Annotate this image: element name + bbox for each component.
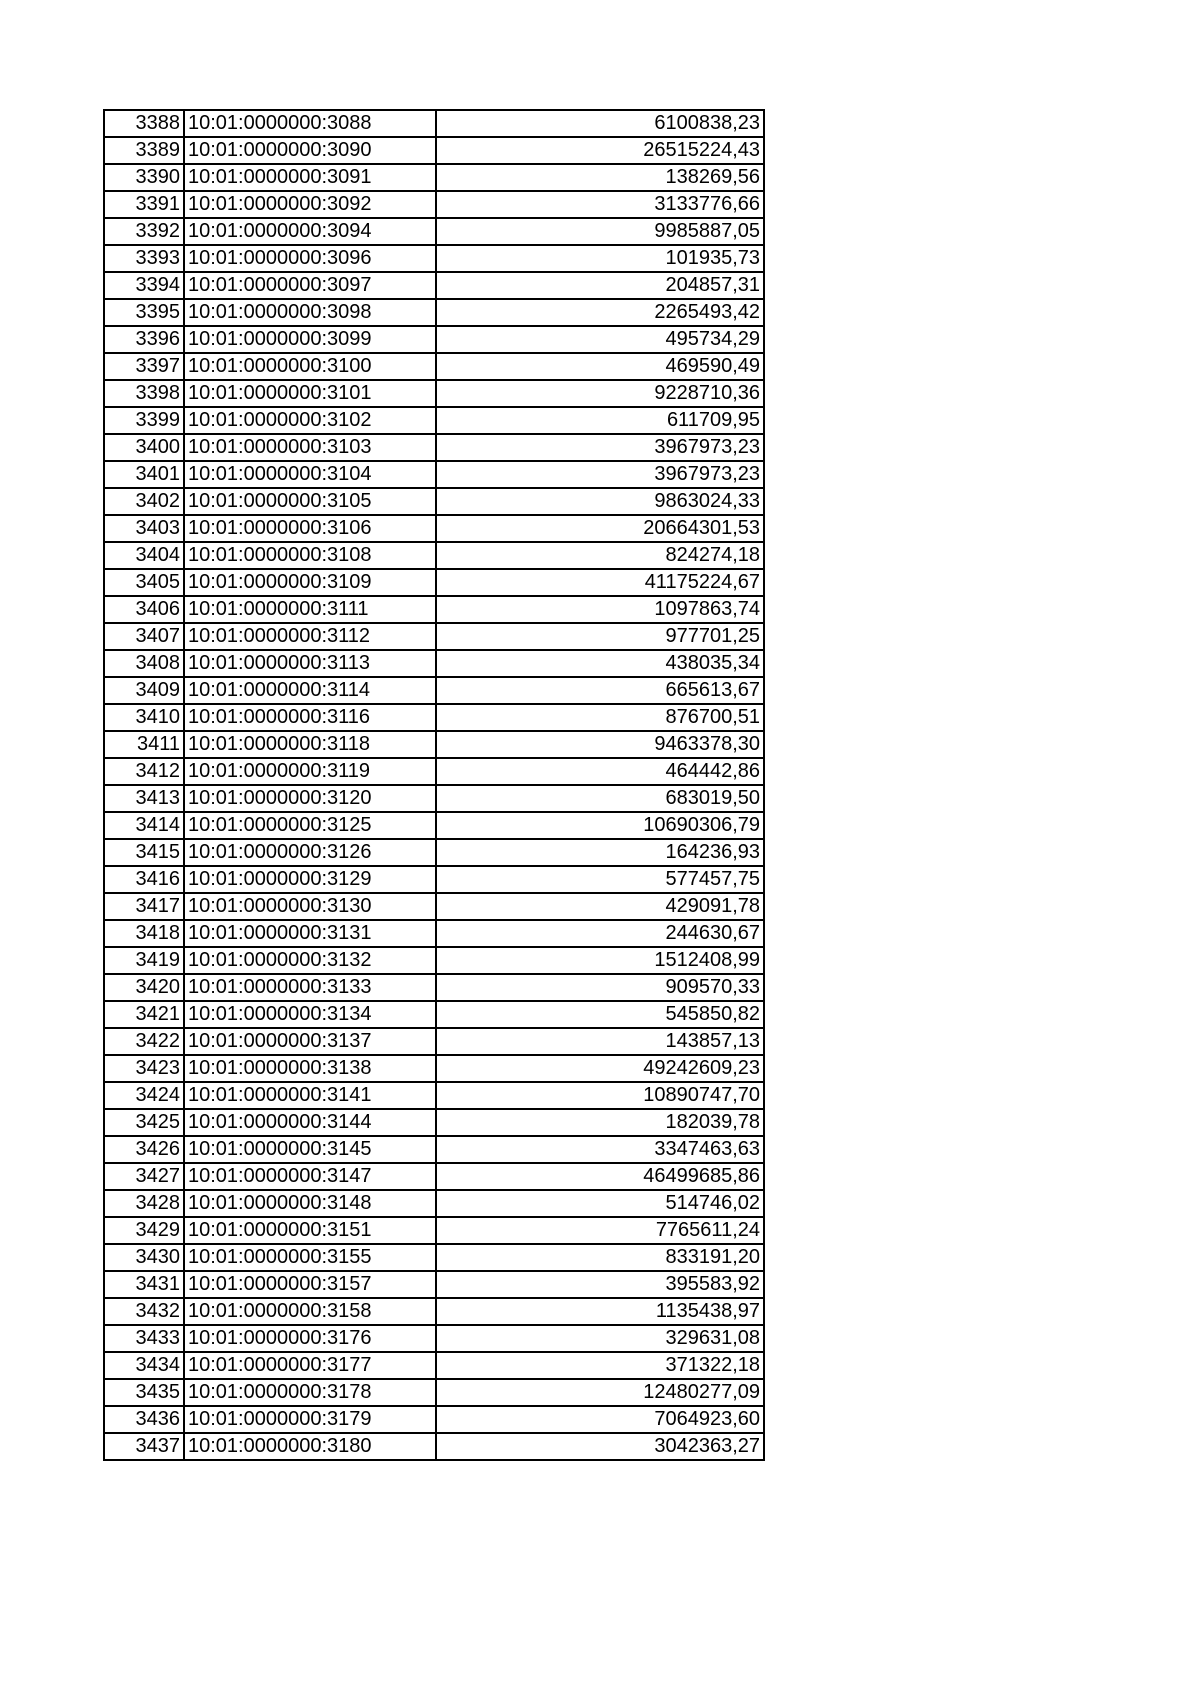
cadastral-number-cell: 10:01:0000000:3147 <box>184 1163 436 1190</box>
value-cell: 395583,92 <box>436 1271 764 1298</box>
row-number-cell: 3402 <box>104 488 184 515</box>
cadastral-number-cell: 10:01:0000000:3098 <box>184 299 436 326</box>
row-number-cell: 3414 <box>104 812 184 839</box>
cadastral-number-cell: 10:01:0000000:3133 <box>184 974 436 1001</box>
table-row <box>104 947 764 974</box>
value-cell: 1512408,99 <box>436 947 764 974</box>
table-row <box>104 569 764 596</box>
cadastral-value-table <box>103 109 765 1461</box>
cadastral-number-cell: 10:01:0000000:3105 <box>184 488 436 515</box>
value-cell: 577457,75 <box>436 866 764 893</box>
row-number-cell: 3389 <box>104 137 184 164</box>
cadastral-number-cell: 10:01:0000000:3096 <box>184 245 436 272</box>
table-row <box>104 623 764 650</box>
table-row <box>104 110 764 137</box>
table-row <box>104 1406 764 1433</box>
value-cell: 10690306,79 <box>436 812 764 839</box>
table-row <box>104 866 764 893</box>
cadastral-number-cell: 10:01:0000000:3145 <box>184 1136 436 1163</box>
cadastral-number-cell: 10:01:0000000:3180 <box>184 1433 436 1460</box>
cadastral-number-cell: 10:01:0000000:3099 <box>184 326 436 353</box>
table-row <box>104 1190 764 1217</box>
cadastral-number-cell: 10:01:0000000:3100 <box>184 353 436 380</box>
row-number-cell: 3433 <box>104 1325 184 1352</box>
table-row <box>104 1298 764 1325</box>
value-cell: 665613,67 <box>436 677 764 704</box>
row-number-cell: 3432 <box>104 1298 184 1325</box>
value-cell: 833191,20 <box>436 1244 764 1271</box>
value-cell: 49242609,23 <box>436 1055 764 1082</box>
table-row <box>104 326 764 353</box>
cadastral-number-cell: 10:01:0000000:3126 <box>184 839 436 866</box>
value-cell: 26515224,43 <box>436 137 764 164</box>
table-row <box>104 218 764 245</box>
value-cell: 244630,67 <box>436 920 764 947</box>
value-cell: 143857,13 <box>436 1028 764 1055</box>
value-cell: 7064923,60 <box>436 1406 764 1433</box>
cadastral-number-cell: 10:01:0000000:3178 <box>184 1379 436 1406</box>
table-row <box>104 245 764 272</box>
row-number-cell: 3428 <box>104 1190 184 1217</box>
table-row <box>104 893 764 920</box>
cadastral-number-cell: 10:01:0000000:3119 <box>184 758 436 785</box>
cadastral-number-cell: 10:01:0000000:3132 <box>184 947 436 974</box>
cadastral-number-cell: 10:01:0000000:3108 <box>184 542 436 569</box>
row-number-cell: 3403 <box>104 515 184 542</box>
cadastral-number-cell: 10:01:0000000:3109 <box>184 569 436 596</box>
value-cell: 438035,34 <box>436 650 764 677</box>
cadastral-number-cell: 10:01:0000000:3151 <box>184 1217 436 1244</box>
row-number-cell: 3400 <box>104 434 184 461</box>
row-number-cell: 3390 <box>104 164 184 191</box>
table-row <box>104 1217 764 1244</box>
table-row <box>104 1379 764 1406</box>
cadastral-number-cell: 10:01:0000000:3106 <box>184 515 436 542</box>
row-number-cell: 3412 <box>104 758 184 785</box>
value-cell: 41175224,67 <box>436 569 764 596</box>
cadastral-number-cell: 10:01:0000000:3176 <box>184 1325 436 1352</box>
row-number-cell: 3424 <box>104 1082 184 1109</box>
value-cell: 10890747,70 <box>436 1082 764 1109</box>
value-cell: 495734,29 <box>436 326 764 353</box>
value-cell: 429091,78 <box>436 893 764 920</box>
table-row <box>104 1244 764 1271</box>
table-row <box>104 1163 764 1190</box>
cadastral-number-cell: 10:01:0000000:3138 <box>184 1055 436 1082</box>
row-number-cell: 3430 <box>104 1244 184 1271</box>
value-cell: 9463378,30 <box>436 731 764 758</box>
cadastral-number-cell: 10:01:0000000:3141 <box>184 1082 436 1109</box>
cadastral-number-cell: 10:01:0000000:3148 <box>184 1190 436 1217</box>
row-number-cell: 3410 <box>104 704 184 731</box>
table-body <box>104 110 764 1460</box>
value-cell: 101935,73 <box>436 245 764 272</box>
table-row <box>104 353 764 380</box>
table-row <box>104 1136 764 1163</box>
table-row <box>104 488 764 515</box>
row-number-cell: 3437 <box>104 1433 184 1460</box>
cadastral-number-cell: 10:01:0000000:3094 <box>184 218 436 245</box>
value-cell: 3967973,23 <box>436 461 764 488</box>
row-number-cell: 3425 <box>104 1109 184 1136</box>
cadastral-number-cell: 10:01:0000000:3112 <box>184 623 436 650</box>
row-number-cell: 3388 <box>104 110 184 137</box>
value-cell: 977701,25 <box>436 623 764 650</box>
row-number-cell: 3397 <box>104 353 184 380</box>
cadastral-number-cell: 10:01:0000000:3114 <box>184 677 436 704</box>
row-number-cell: 3408 <box>104 650 184 677</box>
value-cell: 164236,93 <box>436 839 764 866</box>
value-cell: 611709,95 <box>436 407 764 434</box>
table-row <box>104 272 764 299</box>
table-row <box>104 677 764 704</box>
table-row <box>104 1055 764 1082</box>
row-number-cell: 3404 <box>104 542 184 569</box>
table-row <box>104 596 764 623</box>
cadastral-number-cell: 10:01:0000000:3090 <box>184 137 436 164</box>
table-row <box>104 1001 764 1028</box>
row-number-cell: 3423 <box>104 1055 184 1082</box>
row-number-cell: 3426 <box>104 1136 184 1163</box>
row-number-cell: 3398 <box>104 380 184 407</box>
table-row <box>104 1271 764 1298</box>
value-cell: 9863024,33 <box>436 488 764 515</box>
value-cell: 464442,86 <box>436 758 764 785</box>
row-number-cell: 3407 <box>104 623 184 650</box>
row-number-cell: 3427 <box>104 1163 184 1190</box>
value-cell: 3967973,23 <box>436 434 764 461</box>
row-number-cell: 3420 <box>104 974 184 1001</box>
row-number-cell: 3396 <box>104 326 184 353</box>
table-row <box>104 785 764 812</box>
value-cell: 7765611,24 <box>436 1217 764 1244</box>
table-row <box>104 650 764 677</box>
cadastral-number-cell: 10:01:0000000:3113 <box>184 650 436 677</box>
cadastral-number-cell: 10:01:0000000:3144 <box>184 1109 436 1136</box>
table-row <box>104 839 764 866</box>
cadastral-number-cell: 10:01:0000000:3088 <box>184 110 436 137</box>
cadastral-number-cell: 10:01:0000000:3101 <box>184 380 436 407</box>
value-cell: 3347463,63 <box>436 1136 764 1163</box>
table-row <box>104 812 764 839</box>
table-row <box>104 434 764 461</box>
table-row <box>104 299 764 326</box>
row-number-cell: 3391 <box>104 191 184 218</box>
value-cell: 3042363,27 <box>436 1433 764 1460</box>
value-cell: 182039,78 <box>436 1109 764 1136</box>
value-cell: 683019,50 <box>436 785 764 812</box>
value-cell: 3133776,66 <box>436 191 764 218</box>
table-row <box>104 164 764 191</box>
table-row <box>104 461 764 488</box>
cadastral-number-cell: 10:01:0000000:3130 <box>184 893 436 920</box>
value-cell: 1135438,97 <box>436 1298 764 1325</box>
row-number-cell: 3405 <box>104 569 184 596</box>
table-row <box>104 542 764 569</box>
row-number-cell: 3422 <box>104 1028 184 1055</box>
row-number-cell: 3418 <box>104 920 184 947</box>
cadastral-number-cell: 10:01:0000000:3104 <box>184 461 436 488</box>
value-cell: 6100838,23 <box>436 110 764 137</box>
table-row <box>104 1433 764 1460</box>
table-row <box>104 731 764 758</box>
row-number-cell: 3415 <box>104 839 184 866</box>
cadastral-number-cell: 10:01:0000000:3129 <box>184 866 436 893</box>
cadastral-number-cell: 10:01:0000000:3097 <box>184 272 436 299</box>
cadastral-number-cell: 10:01:0000000:3155 <box>184 1244 436 1271</box>
row-number-cell: 3416 <box>104 866 184 893</box>
table-row <box>104 407 764 434</box>
value-cell: 824274,18 <box>436 542 764 569</box>
value-cell: 1097863,74 <box>436 596 764 623</box>
row-number-cell: 3436 <box>104 1406 184 1433</box>
value-cell: 138269,56 <box>436 164 764 191</box>
table-row <box>104 380 764 407</box>
value-cell: 9228710,36 <box>436 380 764 407</box>
value-cell: 2265493,42 <box>436 299 764 326</box>
table-row <box>104 758 764 785</box>
cadastral-number-cell: 10:01:0000000:3091 <box>184 164 436 191</box>
cadastral-number-cell: 10:01:0000000:3131 <box>184 920 436 947</box>
row-number-cell: 3394 <box>104 272 184 299</box>
table-row <box>104 1082 764 1109</box>
table-row <box>104 1352 764 1379</box>
table-row <box>104 920 764 947</box>
value-cell: 909570,33 <box>436 974 764 1001</box>
table-row <box>104 1109 764 1136</box>
cadastral-number-cell: 10:01:0000000:3158 <box>184 1298 436 1325</box>
value-cell: 514746,02 <box>436 1190 764 1217</box>
row-number-cell: 3435 <box>104 1379 184 1406</box>
row-number-cell: 3431 <box>104 1271 184 1298</box>
cadastral-number-cell: 10:01:0000000:3177 <box>184 1352 436 1379</box>
table-row <box>104 191 764 218</box>
value-cell: 876700,51 <box>436 704 764 731</box>
row-number-cell: 3399 <box>104 407 184 434</box>
row-number-cell: 3419 <box>104 947 184 974</box>
value-cell: 371322,18 <box>436 1352 764 1379</box>
cadastral-number-cell: 10:01:0000000:3102 <box>184 407 436 434</box>
table-row <box>104 515 764 542</box>
row-number-cell: 3434 <box>104 1352 184 1379</box>
row-number-cell: 3393 <box>104 245 184 272</box>
table-row <box>104 1028 764 1055</box>
row-number-cell: 3395 <box>104 299 184 326</box>
cadastral-number-cell: 10:01:0000000:3118 <box>184 731 436 758</box>
value-cell: 12480277,09 <box>436 1379 764 1406</box>
cadastral-number-cell: 10:01:0000000:3125 <box>184 812 436 839</box>
value-cell: 20664301,53 <box>436 515 764 542</box>
row-number-cell: 3411 <box>104 731 184 758</box>
cadastral-number-cell: 10:01:0000000:3116 <box>184 704 436 731</box>
cadastral-number-cell: 10:01:0000000:3134 <box>184 1001 436 1028</box>
row-number-cell: 3401 <box>104 461 184 488</box>
value-cell: 46499685,86 <box>436 1163 764 1190</box>
cadastral-number-cell: 10:01:0000000:3157 <box>184 1271 436 1298</box>
value-cell: 9985887,05 <box>436 218 764 245</box>
row-number-cell: 3417 <box>104 893 184 920</box>
row-number-cell: 3429 <box>104 1217 184 1244</box>
value-cell: 204857,31 <box>436 272 764 299</box>
row-number-cell: 3421 <box>104 1001 184 1028</box>
value-cell: 329631,08 <box>436 1325 764 1352</box>
row-number-cell: 3409 <box>104 677 184 704</box>
cadastral-number-cell: 10:01:0000000:3111 <box>184 596 436 623</box>
cadastral-number-cell: 10:01:0000000:3137 <box>184 1028 436 1055</box>
row-number-cell: 3413 <box>104 785 184 812</box>
table-row <box>104 1325 764 1352</box>
cadastral-number-cell: 10:01:0000000:3179 <box>184 1406 436 1433</box>
table-row <box>104 137 764 164</box>
value-cell: 469590,49 <box>436 353 764 380</box>
table-row <box>104 704 764 731</box>
value-cell: 545850,82 <box>436 1001 764 1028</box>
cadastral-number-cell: 10:01:0000000:3120 <box>184 785 436 812</box>
row-number-cell: 3406 <box>104 596 184 623</box>
table-row <box>104 974 764 1001</box>
cadastral-number-cell: 10:01:0000000:3103 <box>184 434 436 461</box>
cadastral-number-cell: 10:01:0000000:3092 <box>184 191 436 218</box>
row-number-cell: 3392 <box>104 218 184 245</box>
